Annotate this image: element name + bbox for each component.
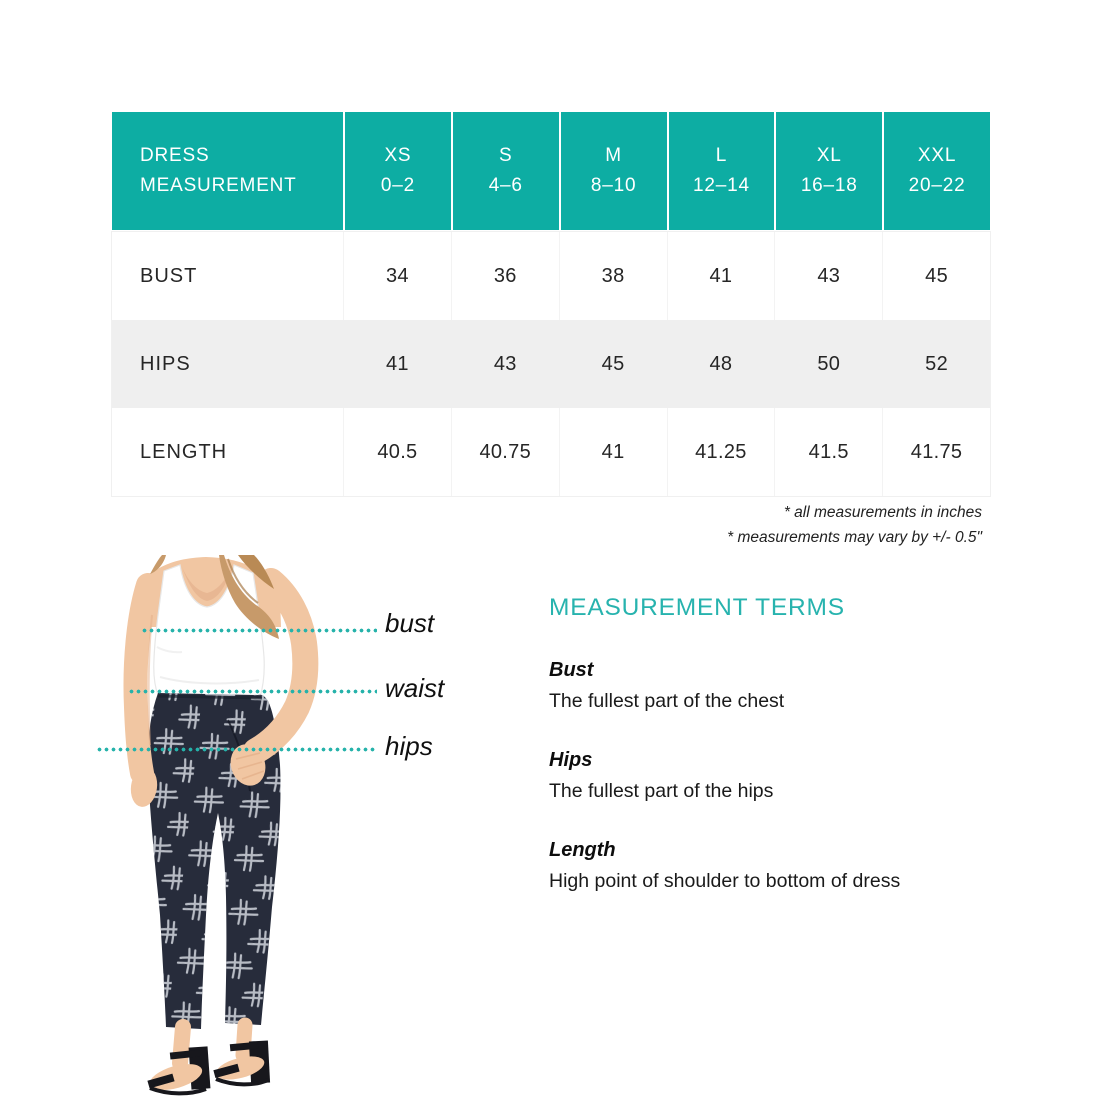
table-cell: 36 [451,232,559,320]
size-range: 12–14 [692,175,750,196]
row-label: HIPS [112,320,343,408]
size-name: L [715,144,728,166]
term-name: Hips [549,749,593,771]
table-cell: 40.5 [343,408,451,496]
table-cell: 43 [774,232,882,320]
hips-dotted-line [96,747,377,752]
table-cell: 34 [343,232,451,320]
measurement-footnotes [727,500,982,550]
table-body [112,232,990,496]
table-cell: 41.5 [774,408,882,496]
waist-line-label: waist [385,673,445,703]
measurement-terms-section [549,593,1019,893]
size-range: 0–2 [380,175,415,196]
footnote-inches: * all measurements in inches [783,504,982,521]
term-name: Bust [549,659,594,681]
table-cell: 38 [559,232,667,320]
table-cell: 50 [774,320,882,408]
row-label: BUST [112,232,343,320]
size-name: XL [816,144,842,166]
term-length [549,838,1019,893]
size-range: 16–18 [800,175,858,196]
bust-line-label: bust [385,608,435,638]
table-header-row [112,112,990,230]
size-column-header-xxl [884,112,990,230]
table-row-length [112,408,990,496]
table-cell: 41 [559,408,667,496]
table-title-cell [112,112,343,230]
row-label: LENGTH [112,408,343,496]
table-cell: 52 [882,320,990,408]
footnote-variance: * measurements may vary by +/- 0.5" [727,529,982,547]
term-bust [549,658,1019,713]
size-name: XS [384,144,412,166]
waist-dotted-line [128,689,377,694]
table-cell: 45 [559,320,667,408]
size-column-header-s [453,112,559,230]
table-row-bust [112,232,990,320]
size-range: 20–22 [908,175,966,196]
term-name: Length [549,839,616,861]
size-column-header-m [561,112,667,230]
size-range: 8–10 [590,175,637,196]
table-cell: 48 [667,320,775,408]
size-range: 4–6 [488,175,523,196]
term-definition: High point of shoulder to bottom of dress [549,870,901,892]
bust-dotted-line [141,628,377,633]
size-column-header-l [669,112,775,230]
table-cell: 45 [882,232,990,320]
size-column-header-xs [345,112,451,230]
size-name: S [499,144,513,166]
table-cell: 41 [667,232,775,320]
table-cell: 43 [451,320,559,408]
table-cell: 41.25 [667,408,775,496]
size-name: M [605,144,622,166]
size-name: XXL [917,144,957,166]
table-title: DRESS MEASUREMENT [140,144,297,196]
table-cell: 40.75 [451,408,559,496]
table-row-hips [112,320,990,408]
hips-line-label: hips [385,731,433,761]
term-definition: The fullest part of the chest [549,690,785,712]
table-cell: 41.75 [882,408,990,496]
term-hips [549,748,1019,803]
size-column-header-xl [776,112,882,230]
term-definition: The fullest part of the hips [549,780,774,802]
size-chart-table [112,112,990,496]
terms-title: MEASUREMENT TERMS [549,594,845,621]
table-cell: 41 [343,320,451,408]
